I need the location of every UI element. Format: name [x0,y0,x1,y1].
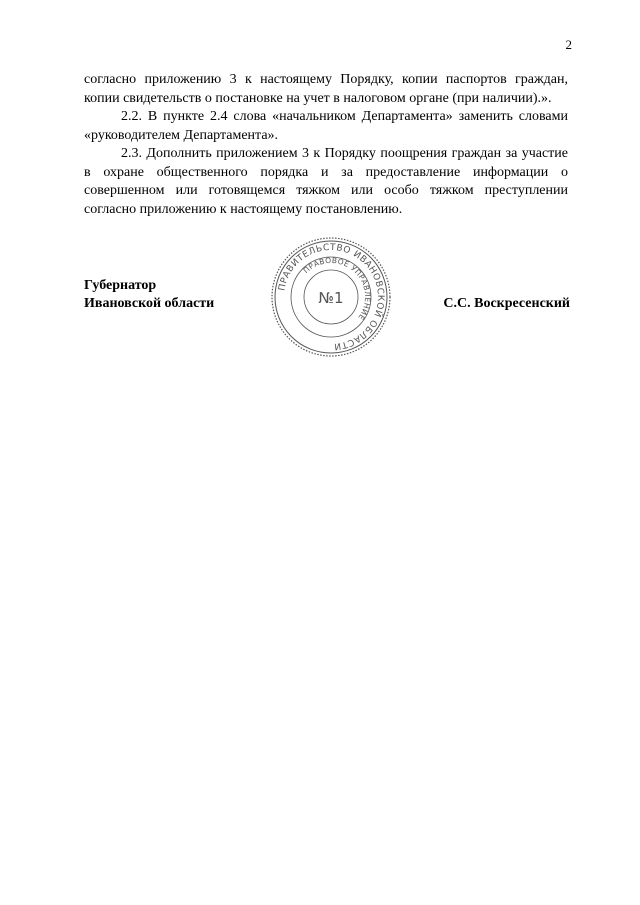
seal-inner-text: ПРАВОВОЕ УПРАВЛЕНИЕ [301,255,373,322]
paragraph-continuation: согласно приложению 3 к настоящему Порядку, копии паспортов граждан, копии свидетельств о постановке на учет в налоговом органе (при наличии).». [84,72,568,106]
official-seal-graphic [270,236,392,358]
signatory-title [84,277,214,313]
signatory-title-line2: Ивановской области [84,296,215,311]
paragraph-2-2: 2.2. В пункте 2.4 слова «начальником Департамента» заменить словами «руководителем Департамента». [84,109,568,143]
paragraph-2-3: 2.3. Дополнить приложением 3 к Порядку поощрения граждан за участие в охране общественного порядка и за предоставление информации о совершенном или готовящемся тяжком или особо тяжком преступлении согласно приложению к настоящему постановлению. [84,146,568,217]
official-seal [270,236,392,358]
seal-center-text: №1 [318,289,344,307]
seal-outer-text: ПРАВИТЕЛЬСТВО ИВАНОВСКОЙ ОБЛАСТИ [277,242,386,352]
document-body [84,71,568,219]
page-number: 2 [565,37,572,52]
signatory-title-line1: Губернатор [84,278,157,293]
signatory-name: С.С. Воскресенский [443,296,570,311]
